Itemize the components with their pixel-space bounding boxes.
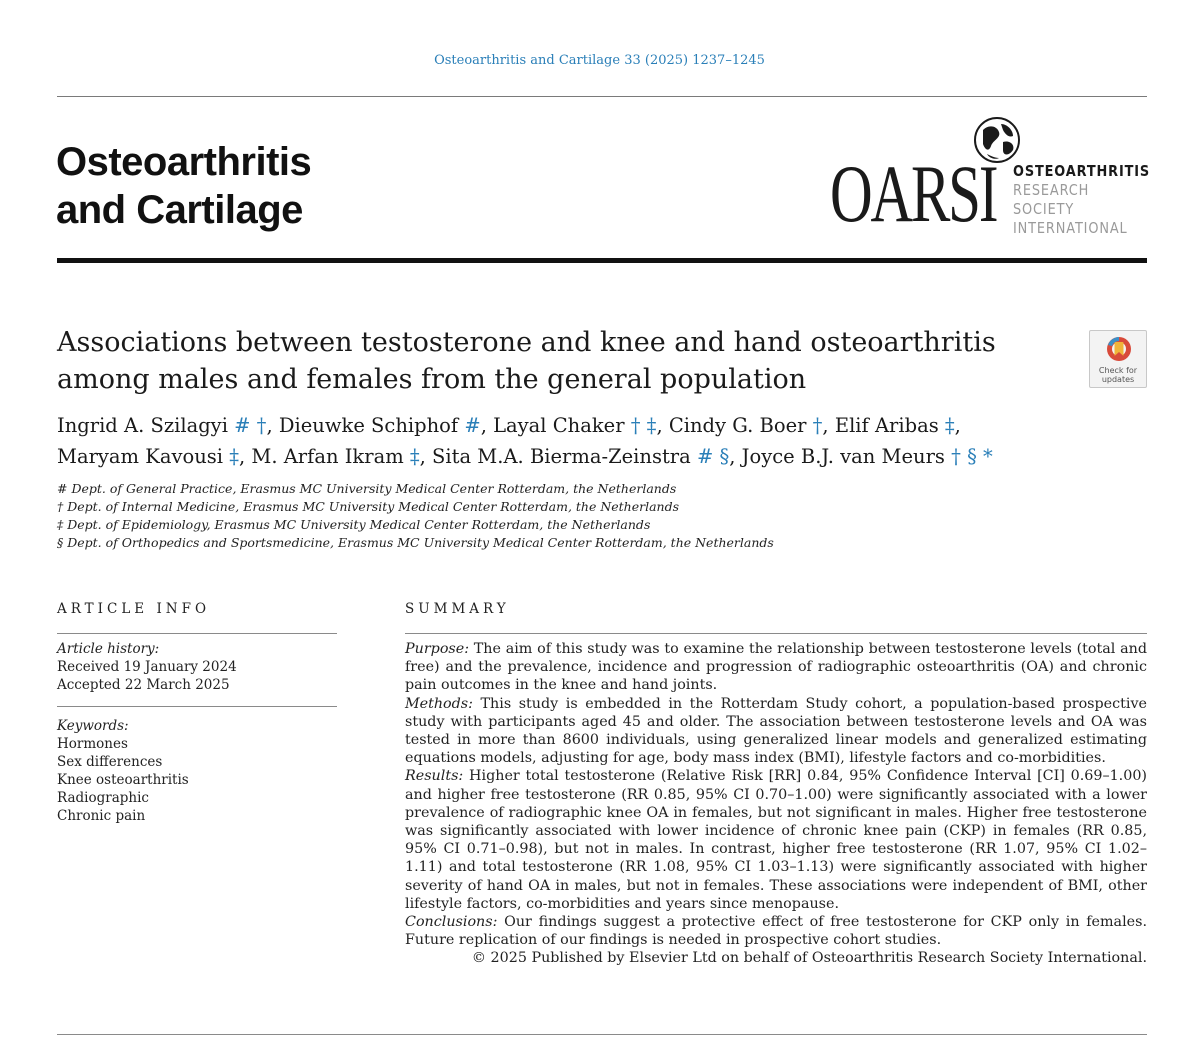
author-name[interactable]: Elif Aribas <box>834 414 939 437</box>
results-text: Higher total testosterone (Relative Risk [RR] 0.84, 95% Confidence Interval [CI] 0.69–1.00) and higher free testosterone (RR 0.85, 95% CI 0.70–1.00) were significantly associated with a lower prevalence of radiographic knee OA in females, but not significant in males. Higher free testosterone was significantly associated with lower incidence of chronic knee pain (CKP) in females (RR 0.85, 95% CI 0.71–0.98), but not in males. In contrast, higher free testosterone (RR 1.07, 95% CI 1.02–1.11) and total testosterone (RR 1.08, 95% CI 1.03–1.13) were significantly associated with higher severity of hand OA in males, but not in females. These associations were independent of BMI, other lifestyle factors, co-morbidities and years since menopause. <box>405 768 1147 912</box>
journal-title-line1: Osteoarthritis <box>56 140 312 184</box>
author-affiliation-marks[interactable]: † <box>806 414 823 437</box>
society-line3: INTERNATIONAL <box>1013 219 1128 237</box>
author-separator: , <box>954 414 961 437</box>
summary-body <box>405 640 1147 968</box>
header-divider <box>57 96 1147 97</box>
summary-results <box>405 767 1147 913</box>
author-name[interactable]: Dieuwke Schiphof <box>278 414 459 437</box>
society-name <box>1013 162 1150 238</box>
author-affiliation-marks[interactable]: † ‡ <box>624 414 657 437</box>
footer-divider <box>57 1034 1147 1035</box>
keyword-item: Sex differences <box>57 754 163 770</box>
summary-divider <box>405 633 1147 634</box>
journal-citation-link[interactable]: Osteoarthritis and Cartilage 33 (2025) 1237–1245 <box>434 53 765 68</box>
copyright-notice: © 2025 Published by Elsevier Ltd on behalf of Osteoarthritis Research Society International. <box>471 950 1147 967</box>
crossmark-label <box>1090 366 1146 384</box>
journal-title-line2: and Cartilage <box>56 188 303 232</box>
author-line <box>57 410 1057 441</box>
author-name[interactable]: Sita M.A. Bierma-Zeinstra <box>432 445 691 468</box>
crossmark-label-line1: Check for <box>1098 366 1138 375</box>
keywords-divider <box>57 706 337 707</box>
article-history <box>57 640 237 694</box>
purpose-text: The aim of this study was to examine the relationship between testosterone levels (total and free) and the prevalence, incidence and progression of radiographic osteoarthritis (OA) and chronic pain outcomes in the knee and hand joints. <box>405 641 1147 694</box>
author-affiliation-marks[interactable]: ‡ <box>403 445 420 468</box>
article-info-heading: ARTICLE INFO <box>57 601 211 617</box>
author-affiliation-marks[interactable]: † § * <box>944 445 993 468</box>
journal-title <box>56 138 311 234</box>
summary-purpose <box>405 640 1147 695</box>
author-separator: , <box>238 445 252 468</box>
check-for-updates-button[interactable] <box>1089 330 1147 388</box>
received-date: Received 19 January 2024 <box>57 659 237 675</box>
author-separator: , <box>419 445 433 468</box>
keyword-item: Knee osteoarthritis <box>57 772 189 788</box>
keywords <box>57 717 189 825</box>
oarsi-logo <box>830 116 1151 239</box>
methods-label: Methods: <box>405 695 473 712</box>
affiliation-item: † Dept. of Internal Medicine, Erasmus MC University Medical Center Rotterdam, the Netherlands <box>57 499 680 514</box>
affiliations <box>57 480 774 552</box>
accepted-date: Accepted 22 March 2025 <box>57 677 230 693</box>
author-separator: , <box>656 414 669 437</box>
author-name[interactable]: Cindy G. Boer <box>668 414 807 437</box>
author-name[interactable]: Joyce B.J. van Meurs <box>741 445 945 468</box>
affiliation-item: § Dept. of Orthopedics and Sportsmedicine, Erasmus MC University Medical Center Rotterdam, the Netherlands <box>57 535 774 550</box>
keyword-item: Hormones <box>57 736 128 752</box>
society-line2: RESEARCH SOCIETY <box>1013 181 1090 218</box>
author-name[interactable]: Ingrid A. Szilagyi <box>57 414 228 437</box>
author-affiliation-marks[interactable]: # † <box>227 414 267 437</box>
keywords-label: Keywords: <box>57 718 129 734</box>
society-line1: OSTEOARTHRITIS <box>1013 162 1151 180</box>
logo-letters-oa: OA <box>830 148 911 239</box>
summary-methods <box>405 695 1147 768</box>
author-separator: , <box>822 414 835 437</box>
author-affiliation-marks[interactable]: # <box>458 414 481 437</box>
crossmark-icon <box>1105 335 1133 363</box>
author-affiliation-marks[interactable]: # § <box>690 445 730 468</box>
logo-letters-rsi: RSI <box>910 148 997 239</box>
conclusions-label: Conclusions: <box>405 914 498 931</box>
keyword-item: Radiographic <box>57 790 149 806</box>
author-line <box>57 441 1057 472</box>
author-list <box>57 410 1057 472</box>
author-name[interactable]: Maryam Kavousi <box>57 445 223 468</box>
summary-heading: SUMMARY <box>405 601 510 617</box>
author-affiliation-marks[interactable]: ‡ <box>223 445 239 468</box>
affiliation-item: ‡ Dept. of Epidemiology, Erasmus MC University Medical Center Rotterdam, the Netherlands <box>57 517 651 532</box>
oarsi-letters <box>830 148 997 239</box>
crossmark-label-line2: updates <box>1101 375 1135 384</box>
conclusions-text: Our findings suggest a protective effect of free testosterone for CKP only in females. Future replication of our findings is needed in prospective cohort studies. <box>405 914 1147 949</box>
article-title-line1: Associations between testosterone and knee and hand osteoarthritis <box>57 327 996 358</box>
purpose-label: Purpose: <box>405 641 470 657</box>
affiliation-item: # Dept. of General Practice, Erasmus MC University Medical Center Rotterdam, the Netherlands <box>57 481 677 496</box>
article-history-label: Article history: <box>57 641 160 657</box>
article-info-divider <box>57 633 337 634</box>
author-separator: , <box>480 414 494 437</box>
article-title <box>57 324 1057 398</box>
methods-text: This study is embedded in the Rotterdam Study cohort, a population-based prospective study with participants aged 45 and older. The association between testosterone levels and OA was tested in more than 8600 individuals, using generalized linear models and generalized estimating equations models, adjusting for age, body mass index (BMI), lifestyle factors and co-morbidities. <box>405 695 1147 767</box>
article-title-line2: among males and females from the general population <box>57 364 807 395</box>
author-separator: , <box>729 445 742 468</box>
author-affiliation-marks[interactable]: ‡ <box>938 414 955 437</box>
author-name[interactable]: Layal Chaker <box>493 414 625 437</box>
author-name[interactable]: M. Arfan Ikram <box>251 445 404 468</box>
author-separator: , <box>266 414 279 437</box>
summary-conclusions <box>405 913 1147 949</box>
title-bar-divider <box>57 258 1147 263</box>
keyword-item: Chronic pain <box>57 808 146 824</box>
results-label: Results: <box>405 768 464 785</box>
